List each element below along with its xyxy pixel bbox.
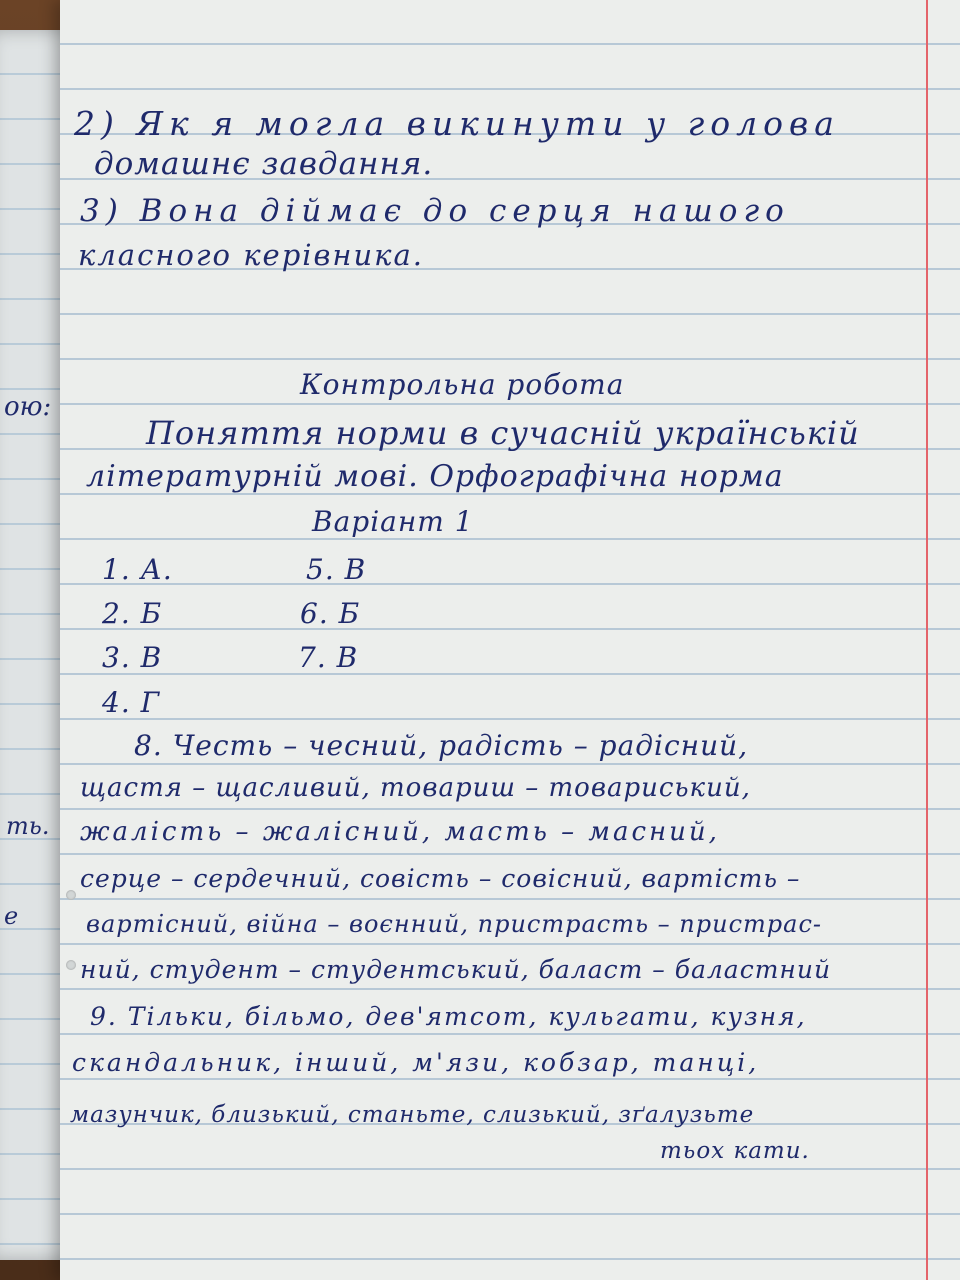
task8-line: жалість – жалісний, масть – масний, bbox=[80, 817, 720, 847]
answer-item: 3. В bbox=[102, 641, 163, 674]
answer-item: 7. В bbox=[298, 641, 359, 674]
task8-line: вартісний, війна – воєнний, пристрасть – пристрас- bbox=[86, 910, 822, 938]
handwritten-line: домашнє завдання. bbox=[94, 146, 434, 182]
answer-item: 1. А. bbox=[102, 553, 173, 586]
task8-line: щастя – щасливий, товариш – товариський, bbox=[80, 773, 751, 803]
answer-item: 6. Б bbox=[300, 597, 361, 630]
binding-hole bbox=[66, 960, 76, 970]
handwritten-line: класного керівника. bbox=[78, 238, 425, 272]
test-title: Контрольна робота bbox=[300, 368, 625, 401]
handwritten-line: 3) Вона діймає до серця нашого bbox=[80, 193, 790, 229]
handwritten-line: 2) Як я могла викинути у голова bbox=[74, 104, 840, 143]
variant-label: Варіант 1 bbox=[312, 505, 474, 538]
answer-item: 2. Б bbox=[102, 597, 163, 630]
task8-line: ний, студент – студентський, баласт – баластний bbox=[80, 955, 832, 984]
margin-fragment: е bbox=[4, 902, 19, 930]
margin-fragment: ою: bbox=[4, 392, 52, 422]
answer-item: 5. В bbox=[306, 553, 367, 586]
task9-line: мазунчик, близький, станьте, слизький, зґалузьте bbox=[70, 1102, 755, 1128]
task9-line: скандальник, інший, м'язи, кобзар, танці, bbox=[72, 1048, 760, 1077]
topic-line: Поняття норми в сучасній українській bbox=[146, 414, 860, 452]
margin-fragment: ть. bbox=[6, 812, 50, 840]
task9-line: 9. Тільки, більмо, дев'ятсот, кульгати, кузня, bbox=[90, 1002, 807, 1031]
task8-line: серце – сердечний, совість – совісний, вартість – bbox=[80, 864, 801, 893]
answer-item: 4. Г bbox=[102, 686, 161, 719]
task9-line: тьох кати. bbox=[660, 1138, 810, 1164]
notebook-page bbox=[60, 0, 960, 1280]
red-margin-line bbox=[926, 0, 928, 1280]
binding-hole bbox=[66, 890, 76, 900]
task8-line: 8. Честь – чесний, радість – радісний, bbox=[134, 729, 749, 762]
topic-line: літературній мові. Орфографічна норма bbox=[86, 459, 784, 494]
